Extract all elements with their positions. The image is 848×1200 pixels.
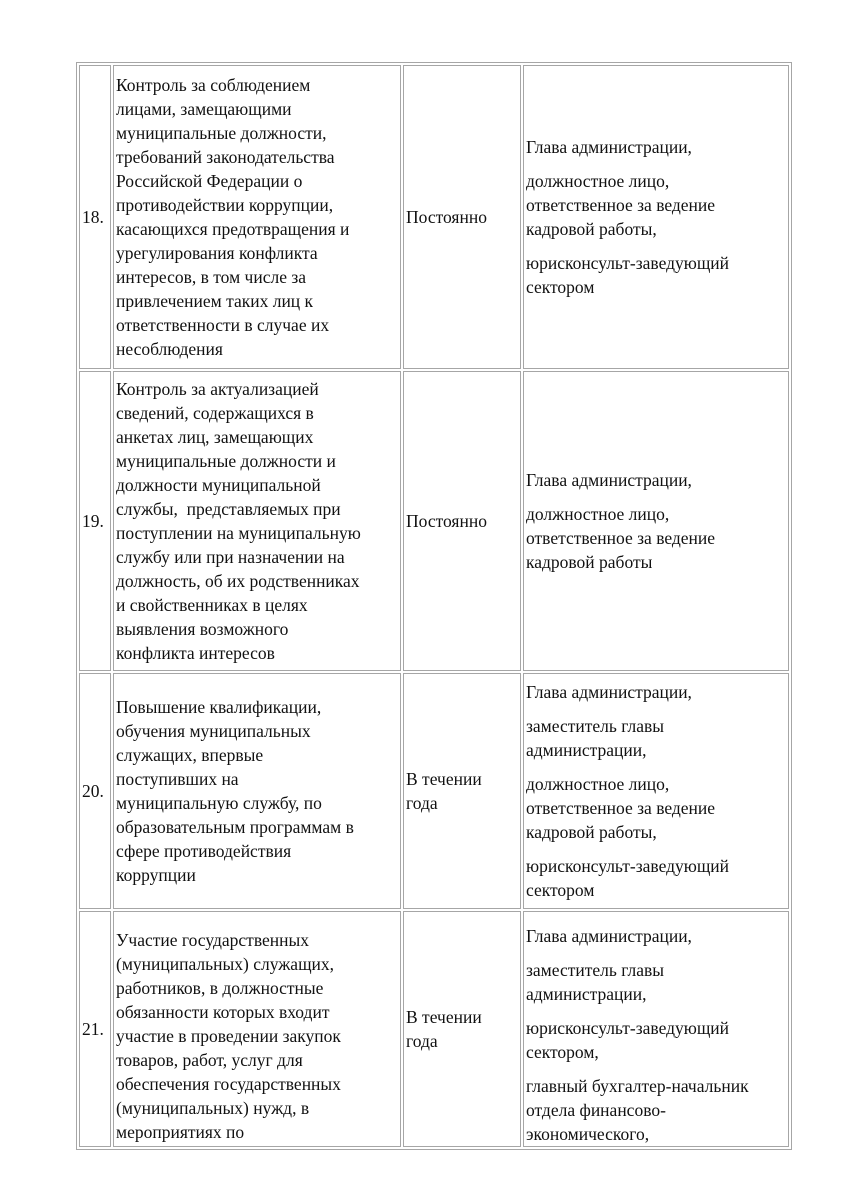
responsible-cell — [523, 65, 789, 369]
action-line: выявления возможного — [116, 619, 289, 639]
action-line: привлечением таких лиц к — [116, 291, 314, 311]
action-line: конфликта интересов — [116, 643, 275, 663]
row-number — [79, 911, 111, 1147]
responsible-line: юрисконсульт-заведующий — [526, 856, 730, 876]
responsible-line: ответственное за ведение — [526, 195, 716, 215]
action-line: (муниципальных) нужд, в — [116, 1098, 310, 1118]
table-row — [79, 65, 789, 369]
action-line: (муниципальных) служащих, — [116, 954, 335, 974]
responsible-line: экономического, — [526, 1124, 650, 1144]
action-line: участие в проведении закупок — [116, 1026, 341, 1046]
action-cell — [113, 911, 401, 1147]
responsible-item — [526, 1016, 786, 1064]
action-line: обеспечения государственных — [116, 1074, 341, 1094]
responsible-item — [526, 772, 786, 844]
action-line: сведений, содержащихся в — [116, 403, 314, 423]
responsible-item — [526, 502, 786, 574]
action-line: муниципальную службу, по — [116, 793, 322, 813]
row-number — [79, 673, 111, 909]
responsible-line: заместитель главы — [526, 960, 665, 980]
term-line: года — [406, 793, 438, 813]
action-line: обучения муниципальных — [116, 721, 311, 741]
responsible-cell — [523, 673, 789, 909]
action-line: служащих, впервые — [116, 745, 264, 765]
action-cell — [113, 371, 401, 671]
action-text — [116, 695, 398, 887]
responsible-line: сектором — [526, 880, 595, 900]
term-cell — [403, 371, 521, 671]
action-line: службы, представляемых при — [116, 499, 341, 519]
responsible-list — [526, 468, 786, 574]
responsible-line: администрации, — [526, 740, 647, 760]
term-line: Постоянно — [406, 511, 487, 531]
action-line: муниципальные должности, — [116, 123, 327, 143]
action-line: поступлении на муниципальную — [116, 523, 361, 543]
action-text — [116, 73, 398, 361]
responsible-line: Глава администрации, — [526, 470, 692, 490]
responsible-line: кадровой работы, — [526, 822, 657, 842]
term-cell — [403, 911, 521, 1147]
term-line: В течении — [406, 769, 482, 789]
action-line: лицами, замещающими — [116, 99, 292, 119]
measures-table — [76, 62, 792, 1150]
action-line: муниципальные должности и — [116, 451, 336, 471]
responsible-line: юрисконсульт-заведующий — [526, 253, 730, 273]
term-line: В течении — [406, 1007, 482, 1027]
row-number-text: 18. — [82, 207, 104, 227]
action-line: работников, в должностные — [116, 978, 324, 998]
action-cell — [113, 673, 401, 909]
responsible-line: ответственное за ведение — [526, 798, 716, 818]
responsible-line: должностное лицо, — [526, 504, 670, 524]
table-row — [79, 673, 789, 909]
table-row — [79, 371, 789, 671]
action-line: Контроль за соблюдением — [116, 75, 311, 95]
term-line: Постоянно — [406, 207, 487, 227]
responsible-item — [526, 251, 786, 299]
action-line: Контроль за актуализацией — [116, 379, 319, 399]
term-cell — [403, 65, 521, 369]
document-page — [76, 62, 792, 1150]
table-row — [79, 911, 789, 1147]
responsible-line: Глава администрации, — [526, 682, 692, 702]
responsible-item — [526, 924, 786, 948]
responsible-line: ответственное за ведение — [526, 528, 716, 548]
action-line: анкетах лиц, замещающих — [116, 427, 314, 447]
row-number-text: 20. — [82, 781, 104, 801]
responsible-line: администрации, — [526, 984, 647, 1004]
action-line: Участие государственных — [116, 930, 309, 950]
responsible-line: Глава администрации, — [526, 137, 692, 157]
responsible-line: сектором — [526, 277, 595, 297]
action-line: касающихся предотвращения и — [116, 219, 350, 239]
responsible-line: кадровой работы — [526, 552, 653, 572]
action-line: сфере противодействия — [116, 841, 292, 861]
action-line: Повышение квалификации, — [116, 697, 322, 717]
action-cell — [113, 65, 401, 369]
responsible-list — [526, 924, 786, 1146]
responsible-item — [526, 468, 786, 492]
row-number — [79, 371, 111, 671]
action-text — [116, 377, 398, 665]
action-line: товаров, работ, услуг для — [116, 1050, 303, 1070]
responsible-item — [526, 135, 786, 159]
responsible-line: отдела финансово- — [526, 1100, 666, 1120]
action-line: и свойственниках в целях — [116, 595, 308, 615]
action-line: поступивших на — [116, 769, 239, 789]
term-line: года — [406, 1031, 438, 1051]
measures-table-body — [79, 65, 789, 1147]
responsible-item — [526, 1074, 786, 1146]
responsible-item — [526, 680, 786, 704]
action-line: службу или при назначении на — [116, 547, 345, 567]
responsible-line: должностное лицо, — [526, 171, 670, 191]
action-line: ответственности в случае их — [116, 315, 330, 335]
action-line: Российской Федерации о — [116, 171, 303, 191]
responsible-line: главный бухгалтер-начальник — [526, 1076, 749, 1096]
action-text — [116, 928, 398, 1146]
row-number — [79, 65, 111, 369]
action-line: несоблюдения — [116, 339, 223, 359]
row-number-text: 19. — [82, 511, 104, 531]
responsible-item — [526, 714, 786, 762]
responsible-line: должностное лицо, — [526, 774, 670, 794]
term-cell — [403, 673, 521, 909]
responsible-line: Глава администрации, — [526, 926, 692, 946]
action-line: противодействии коррупции, — [116, 195, 334, 215]
responsible-line: заместитель главы — [526, 716, 665, 736]
action-line: требований законодательства — [116, 147, 335, 167]
responsible-cell — [523, 371, 789, 671]
action-line: обязанности которых входит — [116, 1002, 330, 1022]
responsible-list — [526, 680, 786, 902]
responsible-cell — [523, 911, 789, 1147]
responsible-item — [526, 958, 786, 1006]
responsible-list — [526, 135, 786, 299]
responsible-item — [526, 169, 786, 241]
row-number-text: 21. — [82, 1019, 104, 1039]
action-line: образовательным программам в — [116, 817, 354, 837]
action-line: должности муниципальной — [116, 475, 321, 495]
action-line: мероприятиях по — [116, 1122, 245, 1142]
responsible-line: сектором, — [526, 1042, 599, 1062]
responsible-line: кадровой работы, — [526, 219, 657, 239]
responsible-item — [526, 854, 786, 902]
action-line: должность, об их родственниках — [116, 571, 360, 591]
action-line: интересов, в том числе за — [116, 267, 307, 287]
action-line: коррупции — [116, 865, 196, 885]
action-line: урегулирования конфликта — [116, 243, 318, 263]
responsible-line: юрисконсульт-заведующий — [526, 1018, 730, 1038]
